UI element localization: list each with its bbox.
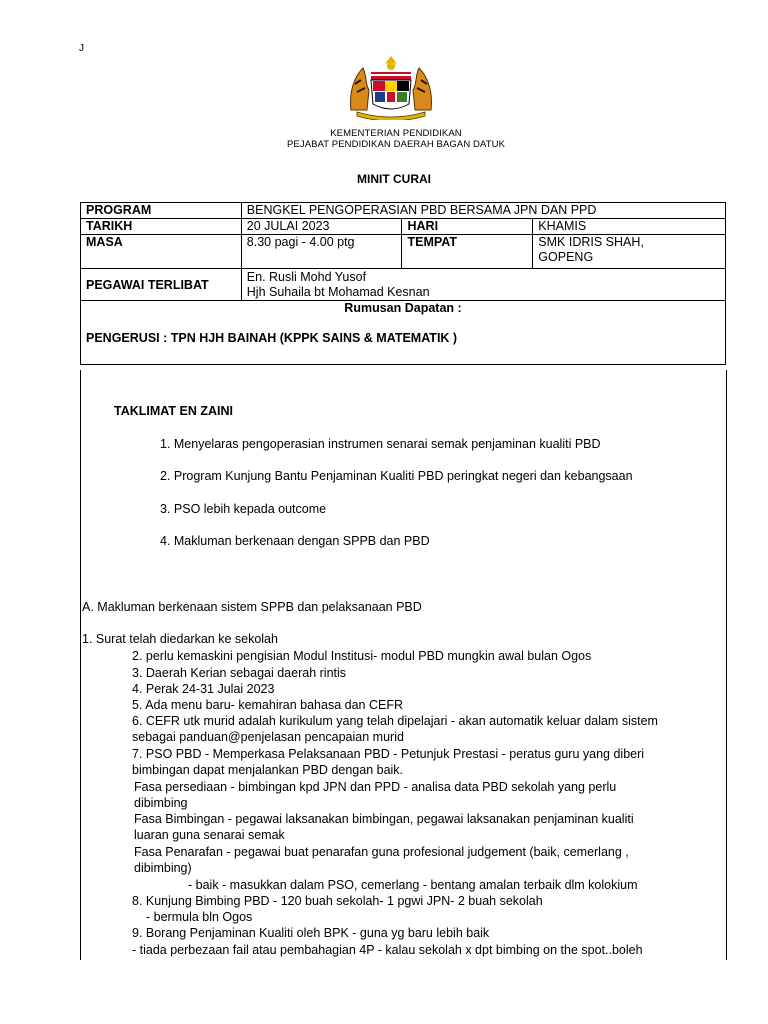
pegawai-1: En. Rusli Mohd Yusof <box>246 270 367 284</box>
pegawai-label: PEGAWAI TERLIBAT <box>81 269 242 301</box>
tarikh-value: 20 JULAI 2023 <box>241 219 402 235</box>
section-a-heading: A. Makluman berkenaan sistem SPPB dan pelaksanaan PBD <box>82 600 422 614</box>
corner-mark: J <box>79 43 84 54</box>
tempat-value <box>533 235 726 269</box>
office-name: PEJABAT PENDIDIKAN DAERAH BAGAN DATUK <box>286 139 506 150</box>
minute-line: bimbingan dapat menjalankan PBD dengan baik. <box>132 763 404 777</box>
program-value: BENGKEL PENGOPERASIAN PBD BERSAMA JPN DAN PPD <box>241 203 725 219</box>
minute-line: Fasa Bimbingan - pegawai laksanakan bimbingan, pegawai laksanakan penjaminan kualiti <box>134 812 634 826</box>
minute-line: 2. perlu kemaskini pengisian Modul Institusi- modul PBD mungkin awal bulan Ogos <box>132 649 592 663</box>
minute-line: luaran guna senarai semak <box>134 828 285 842</box>
minute-line: 1. Surat telah diedarkan ke sekolah <box>82 632 278 646</box>
masa-label: MASA <box>81 235 242 269</box>
minute-line: 4. Perak 24-31 Julai 2023 <box>132 682 275 696</box>
ministry-name: KEMENTERIAN PENDIDIKAN <box>330 128 462 139</box>
program-label: PROGRAM <box>81 203 242 219</box>
minute-line: - bermula bln Ogos <box>146 910 253 924</box>
minute-line: 6. CEFR utk murid adalah kurikulum yang telah dipelajari - akan automatik keluar dalam sistem <box>132 714 658 728</box>
coat-of-arms-logo <box>343 54 439 120</box>
masa-value: 8.30 pagi - 4.00 ptg <box>241 235 402 269</box>
document-title: MINIT CURAI <box>357 172 431 186</box>
minute-line: Fasa persediaan - bimbingan kpd JPN dan PPD - analisa data PBD sekolah yang perlu <box>134 780 617 794</box>
pegawai-value <box>241 269 725 301</box>
taklimat-item-2: 2. Program Kunjung Bantu Penjaminan Kualiti PBD peringkat negeri dan kebangsaan <box>160 469 633 483</box>
info-table <box>80 202 726 365</box>
minute-line: 9. Borang Penjaminan Kualiti oleh BPK - guna yg baru lebih baik <box>132 926 490 940</box>
minute-line: sebagai panduan@penjelasan pencapaian murid <box>132 730 404 744</box>
hari-label: HARI <box>402 219 533 235</box>
taklimat-item-4: 4. Makluman berkenaan dengan SPPB dan PBD <box>160 534 430 548</box>
minute-line: - tiada perbezaan fail atau pembahagian 4P - kalau sekolah x dpt bimbing on the spot..boleh <box>132 943 643 957</box>
pengerusi-line: PENGERUSI : TPN HJH BAINAH (KPPK SAINS & MATEMATIK ) <box>86 331 458 345</box>
rumusan-heading: Rumusan Dapatan : <box>344 301 462 315</box>
tempat-label: TEMPAT <box>402 235 533 269</box>
minute-line: 8. Kunjung Bimbing PBD - 120 buah sekolah- 1 pgwi JPN- 2 buah sekolah <box>132 894 543 908</box>
minute-line: 3. Daerah Kerian sebagai daerah rintis <box>132 666 347 680</box>
tempat-line-2: GOPENG <box>538 250 594 264</box>
pegawai-2: Hjh Suhaila bt Mohamad Kesnan <box>246 285 430 299</box>
minute-line: dibimbing <box>134 796 188 810</box>
taklimat-item-1: 1. Menyelaras pengoperasian instrumen senarai semak penjaminan kualiti PBD <box>160 437 601 451</box>
minute-line: dibimbing) <box>134 861 192 875</box>
hari-value: KHAMIS <box>533 219 726 235</box>
minute-line: - baik - masukkan dalam PSO, cemerlang - bentang amalan terbaik dlm kolokium <box>188 878 638 892</box>
taklimat-item-3: 3. PSO lebih kepada outcome <box>160 502 327 516</box>
minute-line: 5. Ada menu baru- kemahiran bahasa dan CEFR <box>132 698 403 712</box>
minute-line: Fasa Penarafan - pegawai buat penarafan guna profesional judgement (baik, cemerlang , <box>134 845 629 859</box>
taklimat-heading: TAKLIMAT EN ZAINI <box>114 404 233 418</box>
rumusan-cell <box>81 301 726 365</box>
tempat-line-1: SMK IDRIS SHAH, <box>538 235 644 249</box>
tarikh-label: TARIKH <box>81 219 242 235</box>
minute-line: 7. PSO PBD - Memperkasa Pelaksanaan PBD - Petunjuk Prestasi - peratus guru yang diberi <box>132 747 645 761</box>
